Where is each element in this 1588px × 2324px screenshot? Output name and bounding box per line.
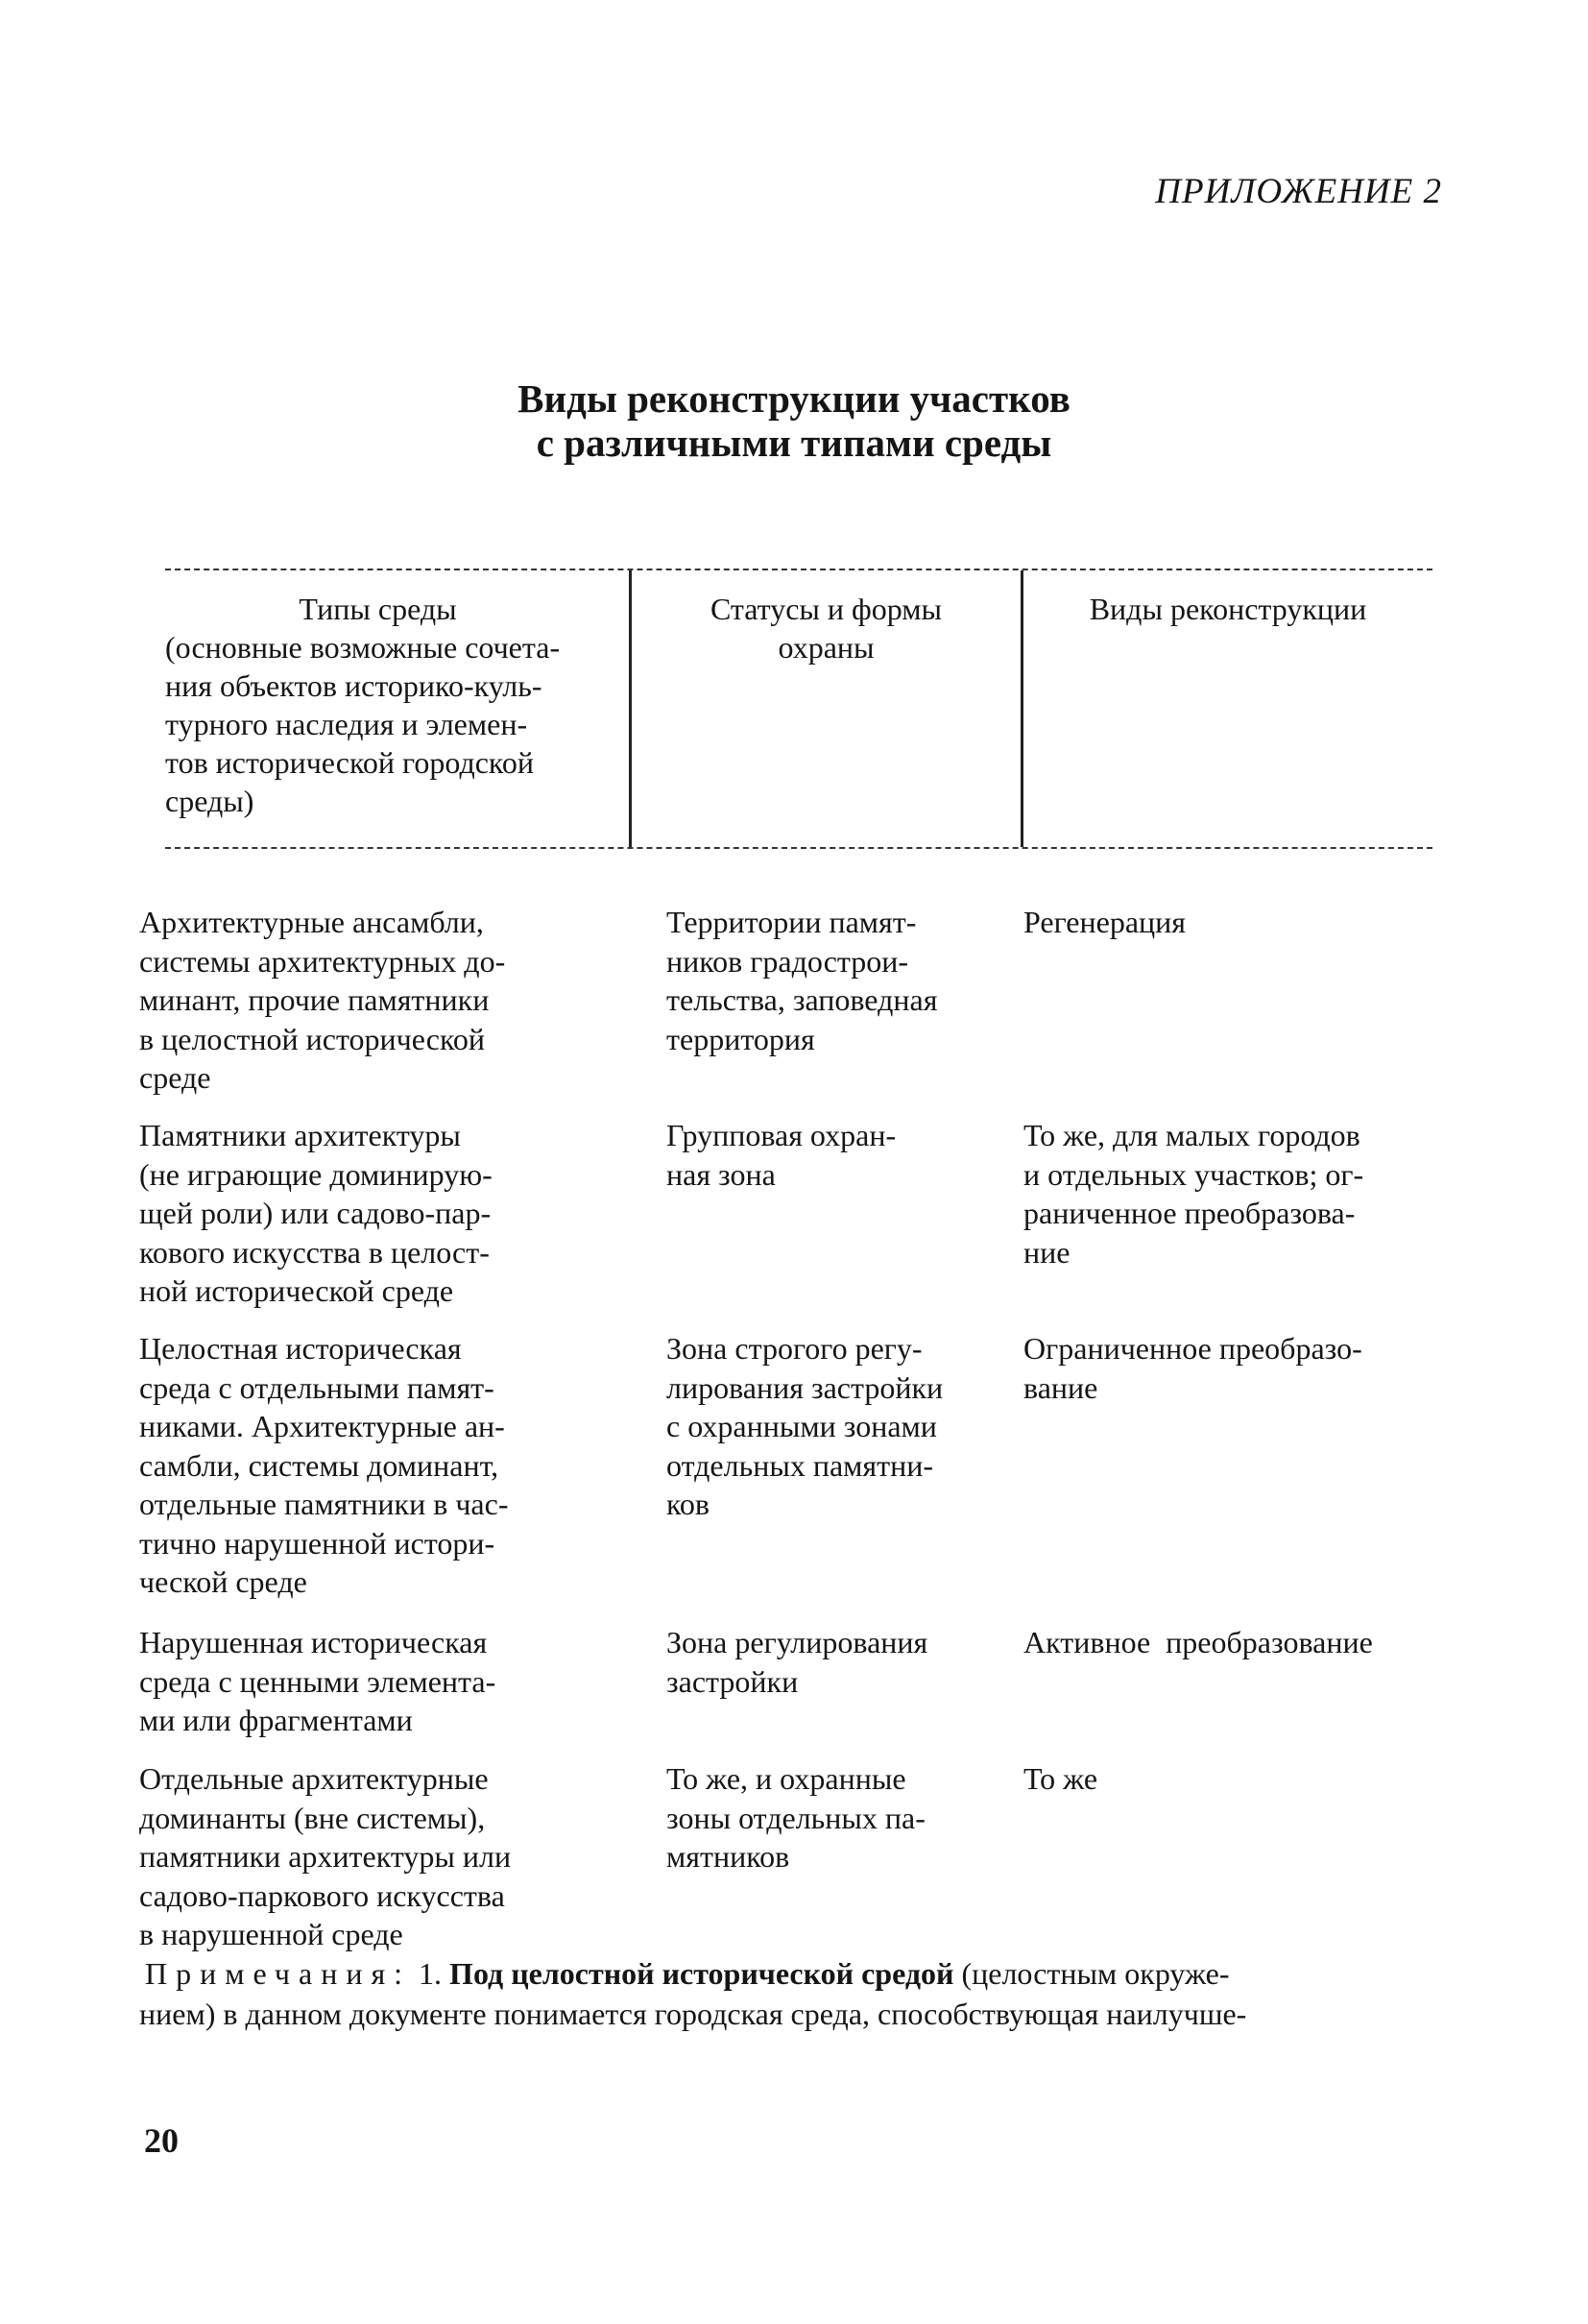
header-line: Виды реконструкции (1089, 592, 1367, 626)
page-title (0, 376, 1588, 465)
notes-paragraph (139, 1953, 1435, 2034)
header-column-types (165, 570, 632, 847)
environment-type-cell: Целостная историческая среда с отдельными памят- никами. Архитектурные ан- самбли, системы доминант, отдельные памятники в час- тично нарушенной истори- ческой среде (139, 1331, 509, 1599)
page-number: 20 (144, 2121, 179, 2160)
header-line: (основные возможные сочета- (165, 630, 561, 665)
header-line: ния объектов историко-куль- (165, 668, 542, 703)
protection-status-cell: Групповая охран- ная зона (666, 1118, 897, 1192)
protection-status-cell: То же, и охранные зоны отдельных па- мятников (666, 1761, 926, 1874)
reconstruction-type-cell: То же, для малых городов и отдельных участков; ог- раниченное преобразова- ние (1023, 1118, 1364, 1270)
header-line: турного наследия и элемен- (165, 707, 528, 741)
notes-label: Примечания: (145, 1956, 412, 1991)
header-line: среды) (165, 784, 254, 818)
reconstruction-type-cell: Активное преобразование (1023, 1625, 1373, 1659)
header-line: Статусы и формы (710, 592, 943, 626)
protection-status-cell: Территории памят- ников градострои- тельства, заповедная территория (666, 905, 938, 1056)
reconstruction-type-cell: Регенерация (1023, 905, 1186, 939)
notes-line-2: нием) в данном документе понимается городская среда, способствующая наилучше- (139, 1997, 1247, 2031)
header-line: тов исторической городской (165, 745, 534, 780)
notes-number: 1. (419, 1956, 443, 1991)
environment-type-cell: Отдельные архитектурные доминанты (вне системы), памятники архитектуры или садово-паркового искусства в нарушенной среде (139, 1761, 512, 1951)
environment-type-cell: Нарушенная историческая среда с ценными элемента- ми или фрагментами (139, 1625, 496, 1737)
protection-status-cell: Зона регулирования застройки (666, 1625, 928, 1699)
title-line-2: с различными типами среды (536, 421, 1052, 465)
header-line: охраны (778, 630, 875, 665)
notes-line-1 (139, 1953, 1435, 1994)
notes-line1-rest: (целостным окруже- (961, 1956, 1230, 1991)
table-header (165, 569, 1432, 849)
protection-status-cell: Зона строгого регу- лирования застройки с охранными зонами отдельных памятни- ков (666, 1331, 944, 1521)
appendix-label: ПРИЛОЖЕНИЕ 2 (1155, 172, 1442, 211)
header-line: Типы среды (299, 592, 457, 626)
title-line-1: Виды реконструкции участков (517, 376, 1071, 421)
header-column-status (632, 570, 1023, 847)
environment-type-cell: Памятники архитектуры (не играющие доминирую- щей роли) или садово-пар- кового искусства в целост- ной исторической среде (139, 1118, 493, 1308)
header-column-reconstruction (1023, 570, 1432, 847)
environment-type-cell: Архитектурные ансамбли, системы архитектурных до- минант, прочие памятники в целостной исторической среде (139, 905, 506, 1095)
reconstruction-type-cell: Ограниченное преобразо- вание (1023, 1331, 1362, 1405)
notes-bold-term: Под целостной исторической средой (449, 1956, 954, 1991)
reconstruction-type-cell: То же (1023, 1761, 1098, 1796)
